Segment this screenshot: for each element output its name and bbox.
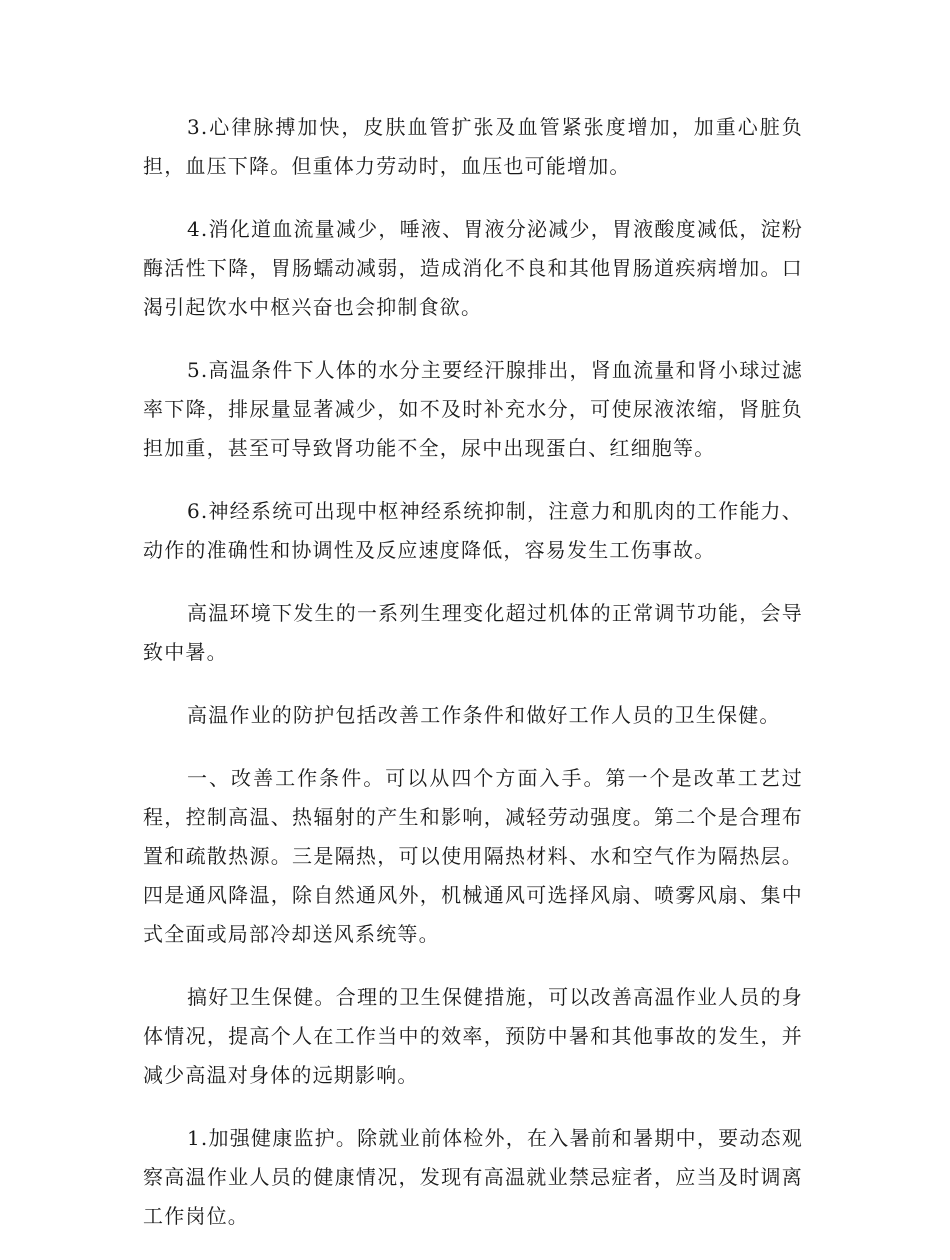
- document-body: [143, 108, 803, 1260]
- paragraph-heart-rate: 3.心律脉搏加快，皮肤血管扩张及血管紧张度增加，加重心脏负担，血压下降。但重体力劳动时，血压也可能增加。: [143, 115, 803, 178]
- paragraph-kidney: 5.高温条件下人体的水分主要经汗腺排出，肾血流量和肾小球过滤率下降，排尿量显著减少，如不及时补充水分，可使尿液浓缩，肾脏负担加重，甚至可导致肾功能不全，尿中出现蛋白、红细胞等。: [143, 358, 803, 460]
- paragraph-health-care: 搞好卫生保健。合理的卫生保健措施，可以改善高温作业人员的身体情况，提高个人在工作当中的效率，预防中暑和其他事故的发生，并减少高温对身体的远期影响。: [143, 985, 803, 1087]
- paragraph-digestion: 4.消化道血流量减少，唾液、胃液分泌减少，胃液酸度减低，淀粉酶活性下降，胃肠蠕动减弱，造成消化不良和其他胃肠道疾病增加。口渴引起饮水中枢兴奋也会抑制食欲。: [143, 217, 803, 319]
- paragraph-nervous-system: 6.神经系统可出现中枢神经系统抑制，注意力和肌肉的工作能力、动作的准确性和协调性及反应速度降低，容易发生工伤事故。: [143, 499, 803, 562]
- paragraph-heatstroke: 高温环境下发生的一系列生理变化超过机体的正常调节功能，会导致中暑。: [143, 601, 803, 664]
- paragraph-protection-overview: 高温作业的防护包括改善工作条件和做好工作人员的卫生保健。: [187, 703, 781, 727]
- paragraph-improve-conditions: 一、改善工作条件。可以从四个方面入手。第一个是改革工艺过程，控制高温、热辐射的产生和影响，减轻劳动强度。第二个是合理布置和疏散热源。三是隔热，可以使用隔热材料、水和空气作为隔热层。四是通风降温，除自然通风外，机械通风可选择风扇、喷雾风扇、集中式全面或局部冷却送风系统等。: [143, 766, 803, 946]
- paragraph-health-monitoring: 1.加强健康监护。除就业前体检外，在入暑前和暑期中，要动态观察高温作业人员的健康情况，发现有高温就业禁忌症者，应当及时调离工作岗位。: [143, 1126, 803, 1228]
